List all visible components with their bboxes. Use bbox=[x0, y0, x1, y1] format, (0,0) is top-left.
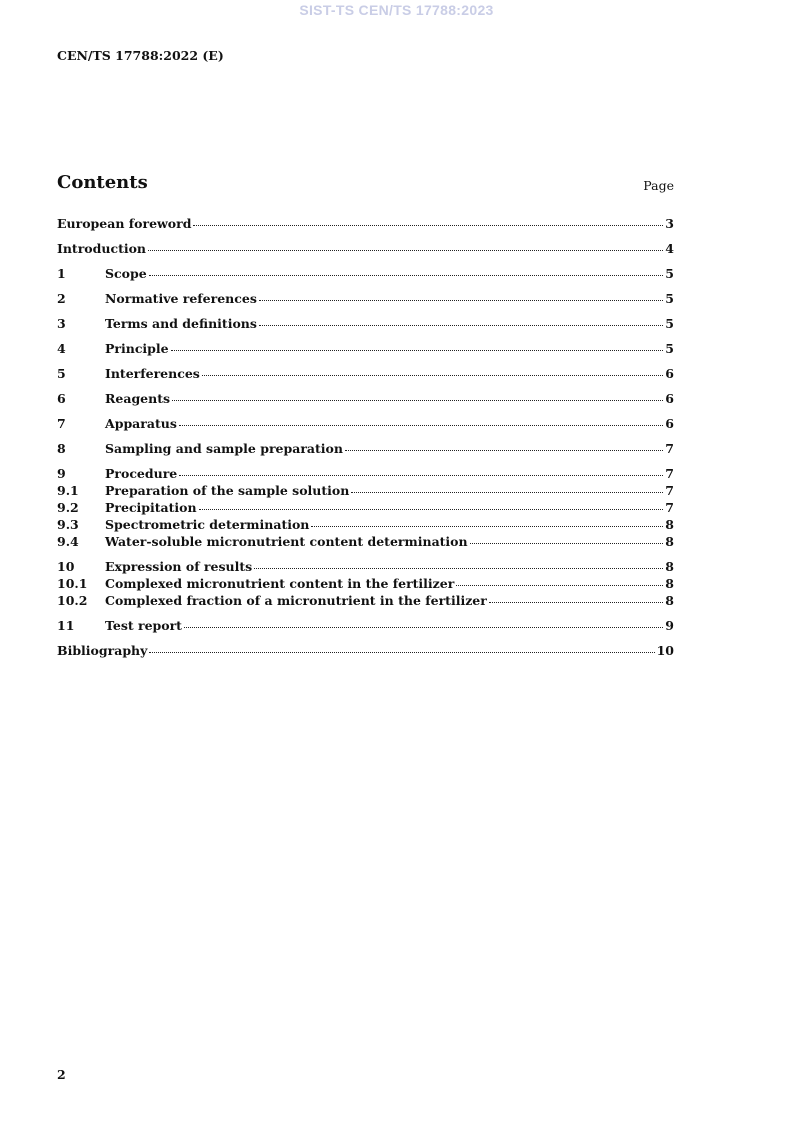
toc-entry-page: 4 bbox=[665, 241, 674, 256]
toc-entry-page: 7 bbox=[665, 483, 674, 498]
toc-entry-number: 5 bbox=[57, 366, 66, 381]
toc-entry-title: Expression of results bbox=[105, 559, 253, 574]
toc-entry-number: 11 bbox=[57, 618, 75, 633]
dot-leader bbox=[179, 414, 663, 426]
toc-entry[interactable] bbox=[57, 415, 674, 432]
toc-entry-title: Procedure bbox=[105, 466, 178, 481]
toc-entry-title: Water-soluble micronutrient content determination bbox=[105, 534, 468, 549]
toc-entry-number: 9.3 bbox=[57, 517, 79, 532]
toc-entry-page: 7 bbox=[665, 466, 674, 481]
toc-entry[interactable] bbox=[57, 240, 674, 257]
toc-entry-number: 10 bbox=[57, 559, 75, 574]
toc-entry-title: Bibliography bbox=[57, 643, 148, 658]
toc-entry-number: 10.2 bbox=[57, 593, 88, 608]
toc-entry[interactable] bbox=[57, 642, 674, 659]
dot-leader bbox=[456, 574, 663, 586]
dot-leader bbox=[199, 498, 664, 510]
toc-entry-page: 10 bbox=[656, 643, 674, 658]
toc-entry[interactable] bbox=[57, 290, 674, 307]
toc-entry-number: 3 bbox=[57, 316, 66, 331]
toc-entry-title: European foreword bbox=[57, 216, 192, 231]
dot-leader bbox=[149, 641, 654, 653]
toc-entry-page: 8 bbox=[665, 576, 674, 591]
dot-leader bbox=[345, 439, 663, 451]
dot-leader bbox=[351, 481, 663, 493]
toc-entry[interactable] bbox=[57, 533, 674, 550]
dot-leader bbox=[311, 515, 663, 527]
document-id: CEN/TS 17788:2022 (E) bbox=[57, 48, 224, 63]
dot-leader bbox=[254, 557, 663, 569]
page-number: 2 bbox=[57, 1067, 66, 1082]
toc-entry[interactable] bbox=[57, 315, 674, 332]
toc-entry[interactable] bbox=[57, 499, 674, 516]
toc-entry-title: Introduction bbox=[57, 241, 147, 256]
dot-leader bbox=[489, 591, 663, 603]
toc-entry[interactable] bbox=[57, 390, 674, 407]
toc-entry-title: Complexed micronutrient content in the fertilizer bbox=[105, 576, 455, 591]
toc-entry-number: 2 bbox=[57, 291, 66, 306]
dot-leader bbox=[470, 532, 664, 544]
toc-entry-title: Normative references bbox=[105, 291, 257, 306]
toc-entry[interactable] bbox=[57, 365, 674, 382]
toc-entry-page: 7 bbox=[665, 500, 674, 515]
toc-entry-page: 6 bbox=[665, 416, 674, 431]
toc-entry[interactable] bbox=[57, 465, 674, 482]
toc-entry[interactable] bbox=[57, 215, 674, 232]
toc-entry-title: Precipitation bbox=[105, 500, 197, 515]
toc-entry[interactable] bbox=[57, 575, 674, 592]
toc-entry-title: Reagents bbox=[105, 391, 171, 406]
toc-entry-title: Principle bbox=[105, 341, 169, 356]
toc-entry-title: Preparation of the sample solution bbox=[105, 483, 350, 498]
toc-entry-page: 5 bbox=[665, 266, 674, 281]
toc-entry[interactable] bbox=[57, 617, 674, 634]
toc-entry-page: 7 bbox=[665, 441, 674, 456]
dot-leader bbox=[179, 464, 663, 476]
toc-entry-title: Complexed fraction of a micronutrient in the fertilizer bbox=[105, 593, 487, 608]
toc-entry-number: 10.1 bbox=[57, 576, 88, 591]
dot-leader bbox=[172, 389, 663, 401]
toc-entry-page: 5 bbox=[665, 291, 674, 306]
dot-leader bbox=[149, 264, 664, 276]
contents-title: Contents bbox=[57, 172, 148, 193]
toc-entry-number: 1 bbox=[57, 266, 66, 281]
toc-entry-page: 8 bbox=[665, 559, 674, 574]
toc-entry-number: 6 bbox=[57, 391, 66, 406]
toc-entry-number: 9.2 bbox=[57, 500, 79, 515]
toc-entry[interactable] bbox=[57, 516, 674, 533]
toc-entry[interactable] bbox=[57, 592, 674, 609]
dot-leader bbox=[259, 289, 663, 301]
toc-entry-title: Spectrometric determination bbox=[105, 517, 310, 532]
toc-entry[interactable] bbox=[57, 440, 674, 457]
watermark: SIST-TS CEN/TS 17788:2023 bbox=[299, 2, 494, 18]
dot-leader bbox=[184, 616, 663, 628]
toc-entry-number: 9.1 bbox=[57, 483, 79, 498]
toc-entry-title: Sampling and sample preparation bbox=[105, 441, 343, 456]
toc-entry-page: 5 bbox=[665, 316, 674, 331]
toc-entry-title: Interferences bbox=[105, 366, 200, 381]
toc-entry-number: 7 bbox=[57, 416, 66, 431]
toc-entry-page: 9 bbox=[665, 618, 674, 633]
toc-entry[interactable] bbox=[57, 340, 674, 357]
toc-entry-page: 6 bbox=[665, 366, 674, 381]
toc-entry-number: 4 bbox=[57, 341, 66, 356]
toc-entry[interactable] bbox=[57, 558, 674, 575]
page-column-label: Page bbox=[643, 178, 674, 193]
toc-entry-number: 9 bbox=[57, 466, 66, 481]
toc-entry[interactable] bbox=[57, 265, 674, 282]
toc-entry[interactable] bbox=[57, 482, 674, 499]
dot-leader bbox=[171, 339, 664, 351]
toc-entry-page: 8 bbox=[665, 593, 674, 608]
toc-entry-number: 8 bbox=[57, 441, 66, 456]
dot-leader bbox=[193, 214, 663, 226]
toc-entry-title: Terms and definitions bbox=[105, 316, 257, 331]
dot-leader bbox=[148, 239, 663, 251]
toc-entry-title: Apparatus bbox=[105, 416, 177, 431]
toc-entry-page: 5 bbox=[665, 341, 674, 356]
toc-entry-title: Test report bbox=[105, 618, 182, 633]
dot-leader bbox=[202, 364, 663, 376]
toc-entry-number: 9.4 bbox=[57, 534, 79, 549]
toc-entry-page: 8 bbox=[665, 534, 674, 549]
toc-entry-page: 3 bbox=[665, 216, 674, 231]
dot-leader bbox=[259, 314, 663, 326]
toc-entry-page: 8 bbox=[665, 517, 674, 532]
toc-entry-title: Scope bbox=[105, 266, 147, 281]
table-of-contents bbox=[57, 215, 674, 659]
toc-entry-page: 6 bbox=[665, 391, 674, 406]
